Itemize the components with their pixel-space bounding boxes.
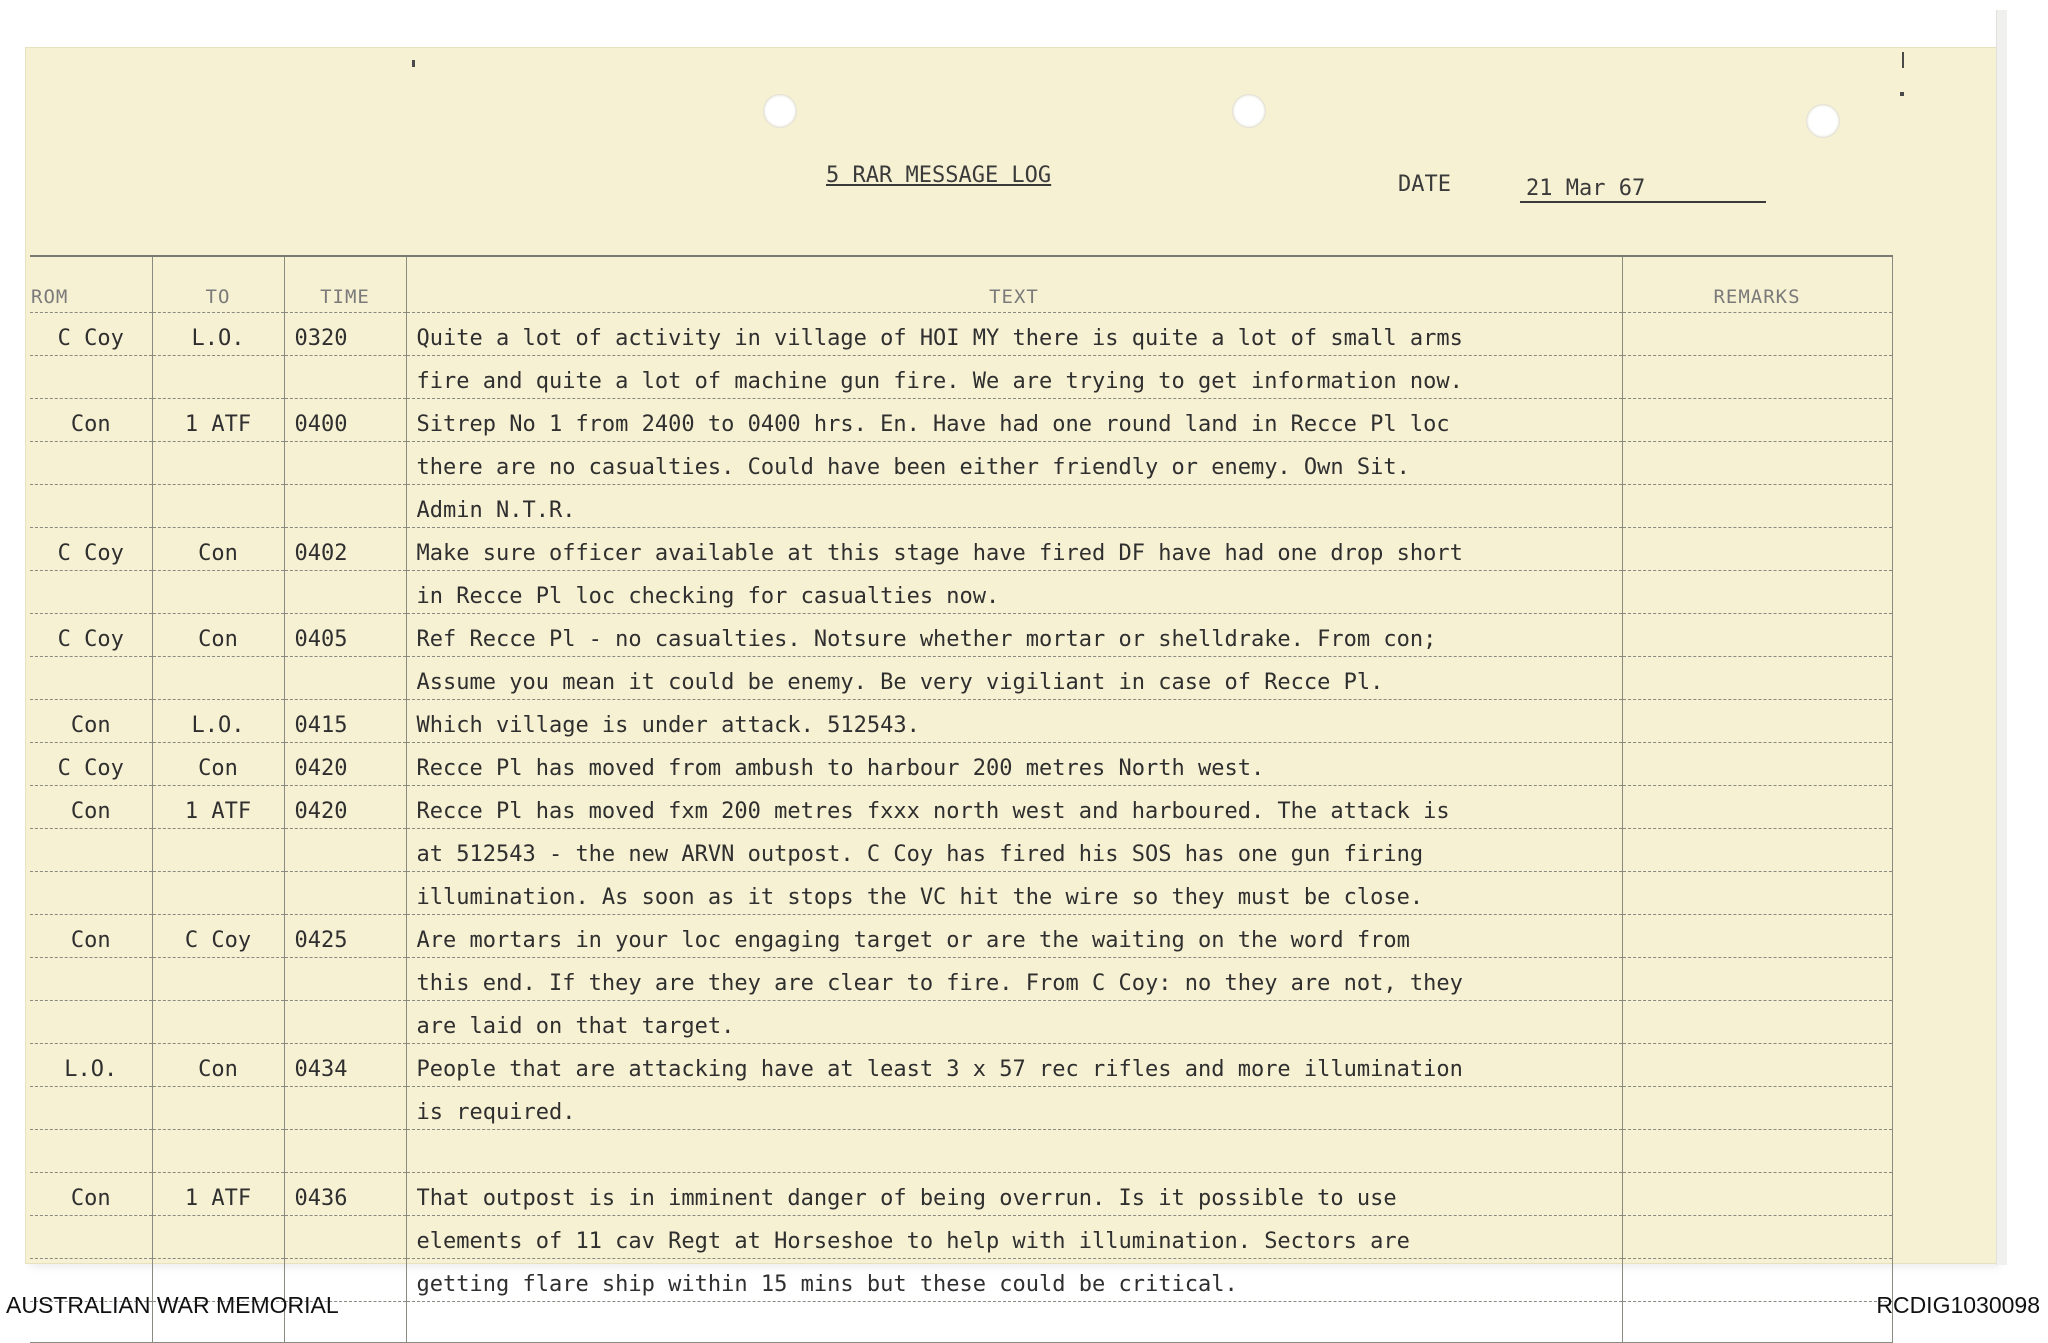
table-row (30, 700, 1892, 743)
cell-time (284, 657, 406, 700)
pencil-mark (1902, 52, 1904, 68)
pencil-mark (1900, 92, 1904, 96)
header-from: ROM (30, 256, 152, 313)
cell-remarks (1622, 872, 1892, 915)
cell-to (152, 872, 284, 915)
cell-text: getting flare ship within 15 mins but these could be critical. (406, 1259, 1622, 1302)
cell-remarks (1622, 442, 1892, 485)
cell-from (30, 571, 152, 614)
cell-text: in Recce Pl loc checking for casualties now. (406, 571, 1622, 614)
table-row (30, 829, 1892, 872)
cell-text: there are no casualties. Could have been either friendly or enemy. Own Sit. (406, 442, 1622, 485)
cell-text: this end. If they are they are clear to fire. From C Coy: no they are not, they (406, 958, 1622, 1001)
date-label: DATE (1398, 172, 1451, 197)
cell-remarks (1622, 356, 1892, 399)
cell-to (152, 571, 284, 614)
cell-time: 0425 (284, 915, 406, 958)
cell-time (284, 958, 406, 1001)
footer-id: RCDIG1030098 (1876, 1292, 2040, 1318)
cell-to (152, 1001, 284, 1044)
cell-time (284, 356, 406, 399)
cell-text: Recce Pl has moved fxm 200 metres fxxx north west and harboured. The attack is (406, 786, 1622, 829)
cell-to: Con (152, 743, 284, 786)
table-row (30, 1044, 1892, 1087)
cell-to: 1 ATF (152, 786, 284, 829)
cell-from: C Coy (30, 743, 152, 786)
cell-remarks (1622, 485, 1892, 528)
punch-hole-left (763, 94, 797, 128)
table-row (30, 442, 1892, 485)
cell-to (152, 485, 284, 528)
cell-time: 0405 (284, 614, 406, 657)
table-row (30, 485, 1892, 528)
cell-text: at 512543 - the new ARVN outpost. C Coy has fired his SOS has one gun firing (406, 829, 1622, 872)
table-row (30, 958, 1892, 1001)
date-value: 21 Mar 67 (1520, 176, 1766, 203)
cell-time: 0402 (284, 528, 406, 571)
table-row (30, 1001, 1892, 1044)
header-to: TO (152, 256, 284, 313)
cell-time (284, 872, 406, 915)
table-row (30, 743, 1892, 786)
cell-time (284, 1130, 406, 1173)
cell-to: Con (152, 528, 284, 571)
table-row (30, 356, 1892, 399)
cell-remarks (1622, 700, 1892, 743)
header-time: TIME (284, 256, 406, 313)
cell-text: Ref Recce Pl - no casualties. Notsure whether mortar or shelldrake. From con; (406, 614, 1622, 657)
cell-from (30, 442, 152, 485)
cell-time: 0415 (284, 700, 406, 743)
cell-from (30, 1001, 152, 1044)
cell-remarks (1622, 399, 1892, 442)
cell-from (30, 1087, 152, 1130)
cell-remarks (1622, 614, 1892, 657)
cell-remarks (1622, 571, 1892, 614)
cell-text: Assume you mean it could be enemy. Be very vigiliant in case of Recce Pl. (406, 657, 1622, 700)
cell-remarks (1622, 786, 1892, 829)
cell-remarks (1622, 743, 1892, 786)
table-body (30, 313, 1892, 1343)
cell-remarks (1622, 958, 1892, 1001)
cell-to: Con (152, 1044, 284, 1087)
table-row (30, 1087, 1892, 1130)
cell-text: are laid on that target. (406, 1001, 1622, 1044)
cell-from (30, 356, 152, 399)
cell-time (284, 571, 406, 614)
cell-text: illumination. As soon as it stops the VC hit the wire so they must be close. (406, 872, 1622, 915)
cell-from (30, 829, 152, 872)
cell-to: L.O. (152, 313, 284, 356)
cell-text: fire and quite a lot of machine gun fire. We are trying to get information now. (406, 356, 1622, 399)
cell-remarks (1622, 313, 1892, 356)
cell-text (406, 1302, 1622, 1343)
punch-hole-center (1232, 94, 1266, 128)
cell-time: 0320 (284, 313, 406, 356)
cell-to (152, 958, 284, 1001)
punch-hole-right (1806, 104, 1840, 138)
cell-remarks (1622, 1087, 1892, 1130)
table-row (30, 657, 1892, 700)
cell-text: Quite a lot of activity in village of HOI MY there is quite a lot of small arms (406, 313, 1622, 356)
cell-text: is required. (406, 1087, 1622, 1130)
cell-remarks (1622, 1044, 1892, 1087)
cell-from: C Coy (30, 528, 152, 571)
cell-to: 1 ATF (152, 1173, 284, 1216)
cell-from (30, 485, 152, 528)
cell-from (30, 958, 152, 1001)
cell-text: That outpost is in imminent danger of being overrun. Is it possible to use (406, 1173, 1622, 1216)
cell-text (406, 1130, 1622, 1173)
cell-time: 0400 (284, 399, 406, 442)
cell-to (152, 1087, 284, 1130)
cell-time (284, 485, 406, 528)
header-text: TEXT (406, 256, 1622, 313)
cell-to: 1 ATF (152, 399, 284, 442)
cell-remarks (1622, 1173, 1892, 1216)
document-title: 5 RAR MESSAGE LOG (826, 163, 1052, 188)
cell-remarks (1622, 1001, 1892, 1044)
cell-from (30, 1130, 152, 1173)
cell-from (30, 872, 152, 915)
cell-to (152, 657, 284, 700)
cell-to (152, 356, 284, 399)
cell-from: C Coy (30, 313, 152, 356)
cell-remarks (1622, 528, 1892, 571)
cell-text: People that are attacking have at least 3 x 57 rec rifles and more illumination (406, 1044, 1622, 1087)
cell-to: L.O. (152, 700, 284, 743)
table-row (30, 399, 1892, 442)
cell-text: Which village is under attack. 512543. (406, 700, 1622, 743)
cell-remarks (1622, 1259, 1892, 1302)
table-row (30, 528, 1892, 571)
cell-from (30, 1216, 152, 1259)
table-row (30, 786, 1892, 829)
cell-remarks (1622, 1216, 1892, 1259)
cell-time (284, 1087, 406, 1130)
cell-text: Are mortars in your loc engaging target or are the waiting on the word from (406, 915, 1622, 958)
table-header-row (30, 256, 1892, 313)
pencil-mark (412, 60, 415, 67)
table-row (30, 1216, 1892, 1259)
cell-remarks (1622, 829, 1892, 872)
cell-from: L.O. (30, 1044, 152, 1087)
message-log-table (30, 255, 1893, 1343)
cell-to (152, 829, 284, 872)
cell-remarks (1622, 1302, 1892, 1343)
cell-from: C Coy (30, 614, 152, 657)
footer-institution: AUSTRALIAN WAR MEMORIAL (6, 1292, 339, 1318)
cell-text: Admin N.T.R. (406, 485, 1622, 528)
cell-text: elements of 11 cav Regt at Horseshoe to help with illumination. Sectors are (406, 1216, 1622, 1259)
table-row (30, 1173, 1892, 1216)
table-row (30, 614, 1892, 657)
table-row (30, 571, 1892, 614)
table-row (30, 915, 1892, 958)
cell-to (152, 442, 284, 485)
cell-from: Con (30, 915, 152, 958)
cell-remarks (1622, 657, 1892, 700)
page-edge (1996, 10, 2007, 1265)
cell-from: Con (30, 786, 152, 829)
cell-time (284, 1216, 406, 1259)
table-row (30, 872, 1892, 915)
cell-text: Make sure officer available at this stage have fired DF have had one drop short (406, 528, 1622, 571)
cell-time: 0420 (284, 786, 406, 829)
cell-text: Sitrep No 1 from 2400 to 0400 hrs. En. Have had one round land in Recce Pl loc (406, 399, 1622, 442)
cell-time: 0434 (284, 1044, 406, 1087)
cell-from: Con (30, 399, 152, 442)
cell-to (152, 1130, 284, 1173)
cell-from (30, 657, 152, 700)
cell-to: C Coy (152, 915, 284, 958)
table-row (30, 1130, 1892, 1173)
cell-to: Con (152, 614, 284, 657)
cell-time (284, 442, 406, 485)
cell-time: 0436 (284, 1173, 406, 1216)
cell-remarks (1622, 1130, 1892, 1173)
cell-from: Con (30, 700, 152, 743)
table-row (30, 313, 1892, 356)
cell-time (284, 1001, 406, 1044)
header-remarks: REMARKS (1622, 256, 1892, 313)
cell-to (152, 1216, 284, 1259)
cell-from: Con (30, 1173, 152, 1216)
cell-time (284, 829, 406, 872)
cell-remarks (1622, 915, 1892, 958)
cell-text: Recce Pl has moved from ambush to harbour 200 metres North west. (406, 743, 1622, 786)
cell-time: 0420 (284, 743, 406, 786)
